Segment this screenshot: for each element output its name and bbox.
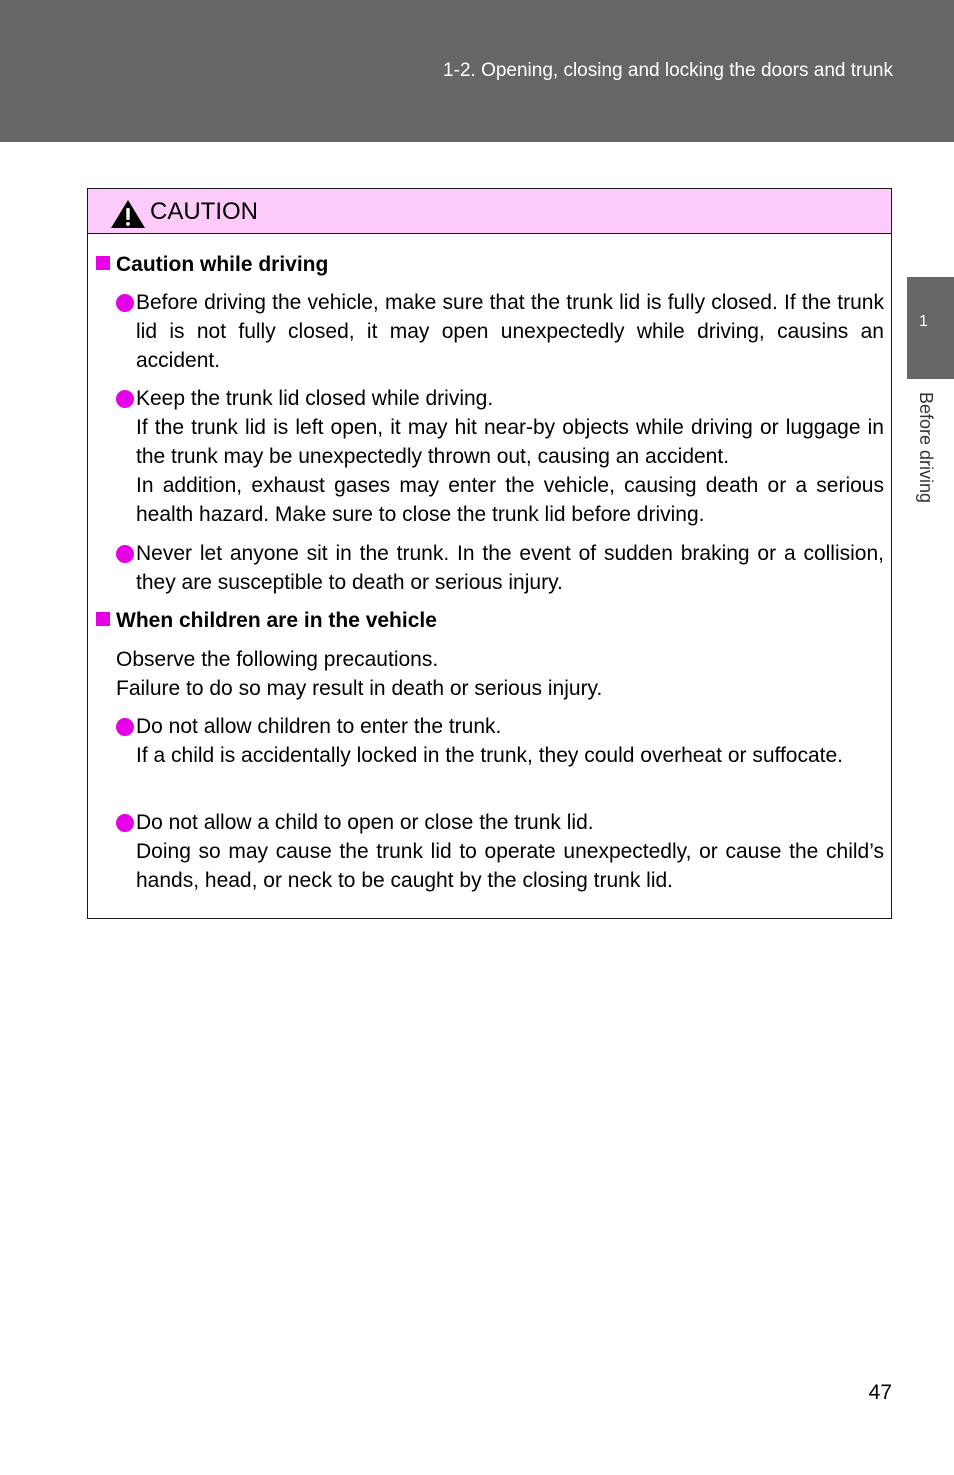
item-text: Never let anyone sit in the trunk. In the event of sudden braking or a collision, they are susceptible to death or serious injury. xyxy=(136,542,884,594)
chapter-label: Before driving xyxy=(916,392,936,504)
circle-bullet-icon xyxy=(116,814,134,832)
chapter-tab xyxy=(907,277,954,379)
square-bullet-icon xyxy=(96,612,110,626)
intro-line: Failure to do so may result in death or serious injury. xyxy=(116,677,603,700)
circle-bullet-icon xyxy=(116,294,134,312)
item-text: In addition, exhaust gases may enter the vehicle, causing death or a serious health hazard. Make sure to close the trunk lid before driving. xyxy=(136,474,884,526)
chapter-number: 1 xyxy=(919,313,928,330)
caution-box xyxy=(87,188,892,919)
intro-text xyxy=(116,645,884,703)
list-item xyxy=(116,539,884,597)
intro-line: Observe the following precautions. xyxy=(116,648,439,671)
list-item xyxy=(116,384,884,529)
item-text: If a child is accidentally locked in the trunk, they could overheat or suffocate. xyxy=(136,744,844,767)
section-heading-text: When children are in the vehicle xyxy=(116,609,437,632)
item-text: If the trunk lid is left open, it may hit near-by objects while driving or luggage in the trunk may be unexpectedly thrown out, causing an accident. xyxy=(136,416,884,468)
circle-bullet-icon xyxy=(116,390,134,408)
section-heading xyxy=(96,606,437,635)
warning-triangle-icon xyxy=(110,199,146,229)
list-item xyxy=(116,288,884,375)
section-heading-text: Caution while driving xyxy=(116,253,329,276)
section-title: 1-2. Opening, closing and locking the doors and trunk xyxy=(443,60,893,81)
item-text: Before driving the vehicle, make sure that the trunk lid is fully closed. If the trunk lid is not fully closed, it may open unexpectedly while driving, causins an accident. xyxy=(136,291,884,372)
square-bullet-icon xyxy=(96,256,110,270)
item-text: Do not allow a child to open or close the trunk lid. xyxy=(136,811,594,834)
circle-bullet-icon xyxy=(116,718,134,736)
item-text: Doing so may cause the trunk lid to operate unexpectedly, or cause the child’s hands, head, or neck to be caught by the closing trunk lid. xyxy=(136,840,884,892)
caution-title: CAUTION xyxy=(150,198,258,225)
circle-bullet-icon xyxy=(116,545,134,563)
item-text: Keep the trunk lid closed while driving. xyxy=(136,387,494,410)
page-number: 47 xyxy=(868,1381,892,1404)
item-text: Do not allow children to enter the trunk. xyxy=(136,715,502,738)
header-bar xyxy=(0,0,954,142)
section-heading xyxy=(96,250,328,279)
caution-header xyxy=(88,189,891,234)
list-item xyxy=(116,808,884,895)
list-item xyxy=(116,712,884,770)
